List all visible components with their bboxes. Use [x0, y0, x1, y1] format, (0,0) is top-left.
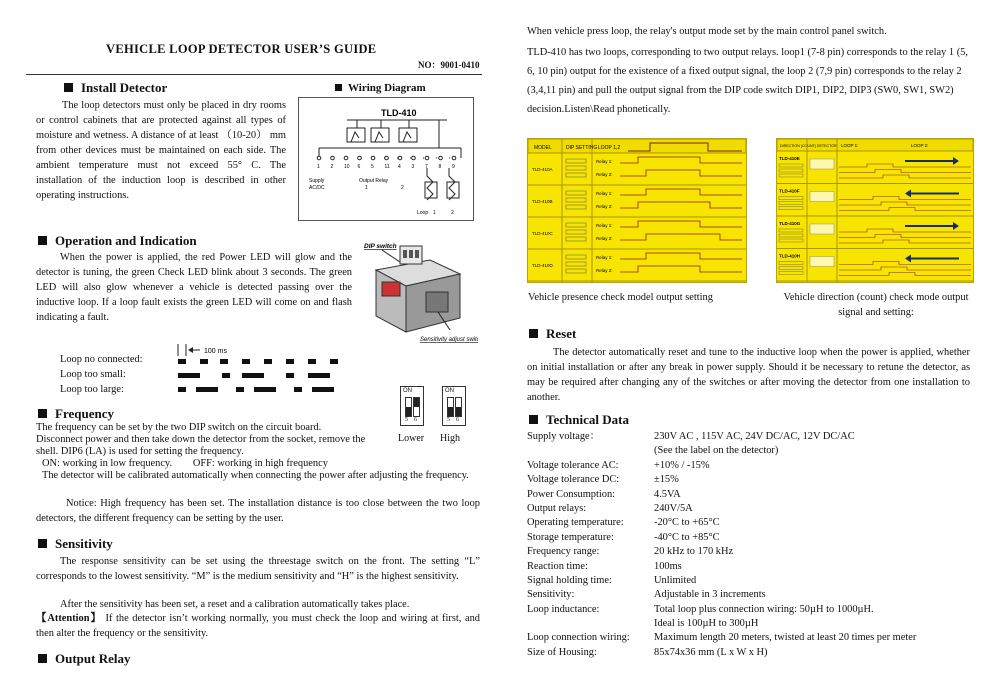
tech-key: Storage temperature: [527, 531, 614, 543]
tech-key [527, 617, 654, 631]
device-illustration [360, 240, 478, 355]
direction-arrow-icon [905, 255, 959, 263]
wiring-loop-label: Loop [417, 210, 429, 216]
wiring-pin-label: 6 [357, 164, 361, 170]
chart1-relay-label: Relay 1: [596, 191, 613, 196]
tech-value: (See the label on the detector) [654, 445, 779, 457]
sensitivity-paragraph2: After the sensitivity has been set, a reset and a calibration automatically takes place. [60, 599, 410, 610]
dip-high-box [442, 386, 466, 426]
chart1-dip-setting [566, 237, 586, 241]
tech-key: Voltage tolerance DC: [527, 474, 620, 486]
timing-pulse [178, 359, 186, 364]
chart2-signal [839, 262, 971, 265]
timing-pulse [178, 373, 200, 378]
chart2-signal [839, 202, 971, 205]
wiring-output-relay-label: Output Relay [359, 178, 389, 184]
tech-value: Ideal is 100µH to 300µH [654, 618, 759, 630]
timing-pulse [242, 359, 250, 364]
output-relay-heading: Output Relay [38, 651, 130, 667]
wiring-pin-label: 1 [317, 164, 320, 170]
chart1-model: TLD-410A [532, 167, 553, 172]
frequency-line1: The frequency can be set by the two DIP switch on the circuit board. [36, 422, 322, 433]
frequency-heading: Frequency [38, 406, 114, 422]
direction-arrow-icon [905, 157, 959, 165]
wiring-pin [358, 156, 362, 160]
timing-pulse [312, 387, 334, 392]
chart1-header-loop: LOOP 1,2 [598, 145, 621, 151]
chart2-signal [839, 164, 971, 167]
chart2-vehicle-note [810, 159, 834, 169]
frequency-line2: Disconnect power and then take down the detector from the socket, remove the shell. DIP6 (LA) is used for setting the frequency. [36, 434, 366, 457]
chart1-relay-signal [620, 234, 742, 240]
chart1-relay-signal [620, 202, 742, 208]
dip-high-on: ON [445, 388, 454, 394]
tech-row [527, 444, 977, 458]
title-rule [26, 74, 482, 75]
chart2-dip-setting [779, 197, 803, 200]
right-intro2: TLD-410 has two loops, corresponding to two output relays. loop1 (7-8 pin) corresponds to the relay 1 (5, 6, 10 pin) output for the existence of a fixed output signal, the loop 2 (7,9 pin) corresponds to the relay 2 (3,4,11 pin) and pull the output signal from the DIP code switch DIP1, DIP2, DIP3 (SW0, SW1, SW2) decision.Listen\Read phonetically. [527, 47, 968, 115]
tech-key: Loop connection wiring: [527, 632, 630, 644]
tech-value: 100ms [654, 560, 682, 572]
bullet-square-icon [38, 654, 47, 663]
presence-chart-svg [528, 139, 746, 282]
tech-key: Signal holding time: [527, 574, 612, 586]
signal-loop-too-small: Loop too small: [60, 369, 126, 380]
dip-lower-on: ON [403, 388, 412, 394]
tech-key: Power Consumption: [527, 488, 616, 500]
chart1-relay-signal [620, 221, 742, 227]
dip-lower-box [400, 386, 424, 426]
bullet-square-icon [529, 415, 538, 424]
wiring-pin-label: 5 [371, 164, 374, 170]
tech-row [527, 545, 977, 559]
tech-row [527, 574, 977, 588]
tech-row [527, 560, 977, 574]
tech-value: 4.5VA [654, 488, 681, 500]
install-heading: Install Detector [64, 80, 167, 96]
tech-value: -20°C to +65°C [654, 517, 720, 529]
dip-lower-label: Lower [398, 433, 425, 444]
wiring-pin-label: 7 [425, 164, 428, 170]
chart2-dip-setting [779, 234, 803, 237]
doc-title: VEHICLE LOOP DETECTOR USER’S GUIDE [106, 42, 377, 56]
chart1-relay-label: Relay 2: [596, 268, 613, 273]
tech-row [527, 488, 977, 502]
chart2-signal [839, 208, 971, 211]
wiring-pin-label: 2 [330, 164, 334, 170]
chart1-relay-label: Relay 1: [596, 255, 613, 260]
attention-text: If the detector isn’t working normally, you must check the loop and wiring at first, and then alter the frequency or the sensitivity. [36, 613, 480, 639]
timing-pulse [178, 387, 186, 392]
dip-high-switch-6[interactable] [455, 397, 462, 417]
chart1-dip-setting [566, 262, 586, 266]
timing-pulse [200, 359, 208, 364]
tech-value: 85x74x36 mm (L x W x H) [654, 646, 768, 658]
timing-pulse [286, 373, 294, 378]
timing-pulse [220, 359, 228, 364]
chart1-dip-setting [566, 191, 586, 195]
right-intro1: When vehicle press loop, the relay's output mode set by the main control panel switch. [527, 26, 887, 37]
chart2-signal [839, 267, 971, 270]
bullet-square-icon [38, 409, 47, 418]
chart1-header-dip: DIP SETTING [566, 145, 598, 151]
chart2-dip-setting [779, 202, 803, 205]
dip-switch-callout: DIP switch [364, 243, 397, 250]
chart2-dip-setting [779, 267, 803, 270]
wiring-loop2-label: 2 [451, 210, 454, 216]
chart1-relay-label: Relay 2: [596, 204, 613, 209]
chart1-dip-setting [566, 230, 586, 234]
timing-pulse [196, 387, 218, 392]
wiring-model-label: TLD-410 [381, 108, 417, 118]
wiring-pin-label: 8 [438, 164, 442, 170]
tech-value: -40°C to +85°C [654, 531, 720, 543]
tech-key: Operating temperature: [527, 517, 624, 529]
wiring-pin-label: 10 [344, 164, 350, 170]
wiring-pin [317, 156, 321, 160]
tech-key [527, 444, 654, 458]
wiring-pin [344, 156, 348, 160]
chart2-vehicle-note [810, 224, 834, 234]
wiring-diagram [298, 97, 474, 221]
chart1-dip-setting [566, 269, 586, 273]
sensitivity-attention [36, 611, 480, 641]
wiring-pin [385, 156, 389, 160]
wiring-pin [371, 156, 375, 160]
direction-chart [776, 138, 974, 283]
chart2-dip-setting [779, 164, 803, 167]
reset-heading: Reset [529, 326, 576, 342]
chart1-relay-signal [620, 266, 742, 272]
timing-pulse [236, 387, 244, 392]
chart1-dip-setting [566, 223, 586, 227]
tech-row [527, 631, 977, 645]
chart1-model: TLD-410D [532, 263, 553, 268]
sensitivity-heading: Sensitivity [38, 536, 113, 552]
tech-key: Frequency range: [527, 546, 600, 558]
timing-pulse [308, 359, 316, 364]
chart1-model: TLD-410C [532, 231, 553, 236]
chart2-vehicle-note [810, 192, 834, 202]
tech-row [527, 646, 977, 660]
chart2-dip-setting [779, 262, 803, 265]
tech-value: Total loop plus connection wiring: 50µH to 1000µH. [654, 603, 874, 615]
dip-lower-switch-5[interactable] [405, 397, 412, 417]
tech-value: 230V AC , 115V AC, 24V DC/AC, 12V DC/AC [654, 431, 855, 442]
chart2-dip-setting [779, 239, 803, 242]
chart1-model: TLD-410B [532, 199, 553, 204]
wiring-pin-label: 11 [384, 164, 390, 170]
dip-lower-pin6: 6 [414, 417, 417, 423]
operation-paragraph: When the power is applied, the red Power LED will glow and the detector is tuning, the green Check LED blink about 3 seconds. The green LED will also glow whenever a vehicle is detected passing over the inductive loop. If a loop fault exists the green LED will come on and flash indicating a fault. [36, 252, 352, 323]
wiring-pin [398, 156, 402, 160]
direction-chart-svg [777, 139, 973, 282]
wiring-pin [331, 156, 335, 160]
bullet-square-icon [64, 83, 73, 92]
frequency-line3: ON: working in low frequency. OFF: working in high frequency [42, 458, 328, 469]
chart1-relay-signal [620, 189, 742, 195]
tech-row [527, 502, 977, 516]
timing-pulse [264, 359, 272, 364]
timing-pulse [294, 387, 302, 392]
tech-value: 240V/5A [654, 502, 693, 514]
dip-lower-switch-6[interactable] [413, 397, 420, 417]
chart2-model: TLD-410E [779, 156, 800, 161]
sensitivity-paragraph: The response sensitivity can be set using the threestage switch on the front. The setting “L” corresponds to the lowest sensitivity. “M” is the medium sensitivity and “H” is the highest sensitivity. [36, 556, 480, 582]
dip-high-switch-5[interactable] [447, 397, 454, 417]
chart2-signal [839, 229, 971, 232]
chart2-signal [839, 197, 971, 200]
chart2-signal [839, 175, 971, 178]
presence-chart [527, 138, 747, 283]
tech-row [527, 531, 977, 545]
signal-loop-no-connected: Loop no connected: [60, 354, 143, 365]
dip-high-pin6: 6 [456, 417, 459, 423]
frequency-notice: Notice: High frequency has been set. The installation distance is too close between the two loop detectors, the different frequency can be setting by the user. [36, 498, 480, 524]
wiring-pin [425, 156, 429, 160]
tech-key: Size of Housing: [527, 646, 597, 658]
wiring-supply-label: Supply [309, 178, 325, 184]
sensitivity-switch-callout: Sensitivity adjust switch [420, 337, 478, 343]
chart2-header-loop1: LOOP 1: [841, 143, 859, 148]
timing-pulse [330, 359, 338, 364]
chart1-relay-signal [620, 170, 742, 176]
chart2-dip-setting [779, 174, 803, 177]
tech-key: Loop inductance: [527, 603, 600, 615]
tech-key: Output relays: [527, 502, 587, 514]
dip-high [440, 386, 470, 444]
presence-chart-caption: Vehicle presence check model output setting [528, 292, 713, 303]
frequency-line4: The detector will be calibrated automatically when connecting the power after adjusting the frequency. [42, 470, 469, 481]
chart2-dip-setting [779, 229, 803, 232]
chart2-model: TLD-410H [779, 253, 801, 259]
chart2-signal [839, 240, 971, 243]
direction-arrow-icon [905, 190, 959, 198]
device-svg [360, 240, 478, 355]
chart1-relay-label: Relay 1: [596, 223, 613, 228]
wiring-relay2-label: 2 [401, 185, 404, 191]
tech-value: Maximum length 20 meters, twisted at least 20 times per meter [654, 632, 917, 644]
chart2-vehicle-note [810, 257, 834, 267]
chart1-header-model: MODEL [534, 145, 552, 151]
timing-pulse [308, 373, 330, 378]
wiring-relay1-label: 1 [365, 185, 368, 191]
chart1-relay-label: Relay 1: [596, 159, 613, 164]
dip-high-pin5: 5 [447, 417, 450, 423]
chart1-relay-label: Relay 2: [596, 172, 613, 177]
chart1-dip-setting [566, 166, 586, 170]
chart2-dip-setting [779, 169, 803, 172]
chart1-relay-label: Relay 2: [596, 236, 613, 241]
direction-chart-caption: Vehicle direction (count) check mode output signal and setting: [783, 292, 969, 318]
chart2-model: TLD-410G [779, 221, 801, 226]
tech-value: +10% / -15% [654, 459, 710, 471]
wiring-heading: Wiring Diagram [335, 82, 426, 94]
timing-pulse [222, 373, 230, 378]
chart2-model: TLD-410F [779, 188, 800, 194]
chart2-header-mode: DIRECTION (COUNT) DETECTOR [780, 144, 837, 148]
timing-pulse [286, 359, 294, 364]
direction-arrow-icon [905, 222, 959, 230]
dip-lower [398, 386, 428, 444]
technical-table [527, 430, 977, 660]
timing-100ms-label: 100 ms [204, 348, 227, 355]
doc-number: NO：9001-0410 [418, 60, 480, 70]
bullet-square-icon [38, 539, 47, 548]
chart1-dip-setting [566, 205, 586, 209]
chart1-dip-setting [566, 173, 586, 177]
bullet-square-icon [38, 236, 47, 245]
chart2-signal [839, 170, 971, 173]
chart1-relay-signal [620, 253, 742, 259]
dip-high-label: High [440, 433, 460, 444]
tech-value: Unlimited [654, 574, 697, 586]
timing-pulse [242, 373, 264, 378]
wiring-pin-label: 9 [452, 164, 455, 170]
wiring-diagram-svg [299, 98, 473, 220]
wiring-pin-label: 4 [398, 164, 401, 170]
tech-key: Voltage tolerance AC: [527, 459, 619, 471]
wiring-pin-label: 3 [411, 164, 415, 170]
tech-row [527, 459, 977, 473]
chart1-dip-setting [566, 159, 586, 163]
tech-key: Sensitivity: [527, 589, 575, 601]
tech-row [527, 617, 977, 631]
chart2-signal [839, 235, 971, 238]
tech-value: Adjustable in 3 increments [654, 589, 766, 601]
wiring-pin [439, 156, 443, 160]
tech-key: Reaction time: [527, 560, 588, 572]
tech-value: ±15% [654, 474, 679, 486]
bullet-square-icon [529, 329, 538, 338]
tech-key: Supply voltage： [527, 431, 601, 442]
tech-row [527, 516, 977, 530]
wiring-pin [452, 156, 456, 160]
tech-row [527, 603, 977, 617]
chart2-dip-setting [779, 207, 803, 210]
wiring-pin [412, 156, 416, 160]
bullet-square-icon [335, 84, 342, 91]
wiring-loop1-label: 1 [433, 210, 436, 216]
chart2-header-loop2: LOOP 2: [911, 143, 929, 148]
tech-row [527, 430, 977, 444]
dip-lower-pin5: 5 [405, 417, 408, 423]
install-paragraph: The loop detectors must only be placed in dry rooms or control cabinets that are protected against all types of moisture and wetness. A distance of at least （10-20） mm from other devices must be maintained on each side. The ambient temperature must not exceed 55° C. The installation of the induction loop is described in other operating instructions. [36, 100, 286, 201]
chart2-signal [839, 273, 971, 276]
operation-heading: Operation and Indication [38, 233, 197, 249]
signal-loop-too-large: Loop too large: [60, 384, 124, 395]
chart2-dip-setting [779, 272, 803, 275]
chart1-dip-setting [566, 198, 586, 202]
attention-tag: 【Attention】 [36, 613, 102, 624]
reset-paragraph: The detector automatically reset and tune to the inductive loop when the power is applied, whether on initial installation or after any break in power supply. Should it be necessary to retune the detector, as may be required after changing any of the switches or after moving the detector from one installation to another. [527, 347, 970, 403]
technical-heading: Technical Data [529, 412, 629, 428]
tech-row [527, 473, 977, 487]
wiring-supply-type: AC/DC [309, 185, 325, 191]
timing-pulse [254, 387, 276, 392]
chart1-dip-setting [566, 255, 586, 259]
chart1-relay-signal [620, 157, 742, 163]
tech-row [527, 588, 977, 602]
tech-value: 20 kHz to 170 kHz [654, 546, 734, 558]
